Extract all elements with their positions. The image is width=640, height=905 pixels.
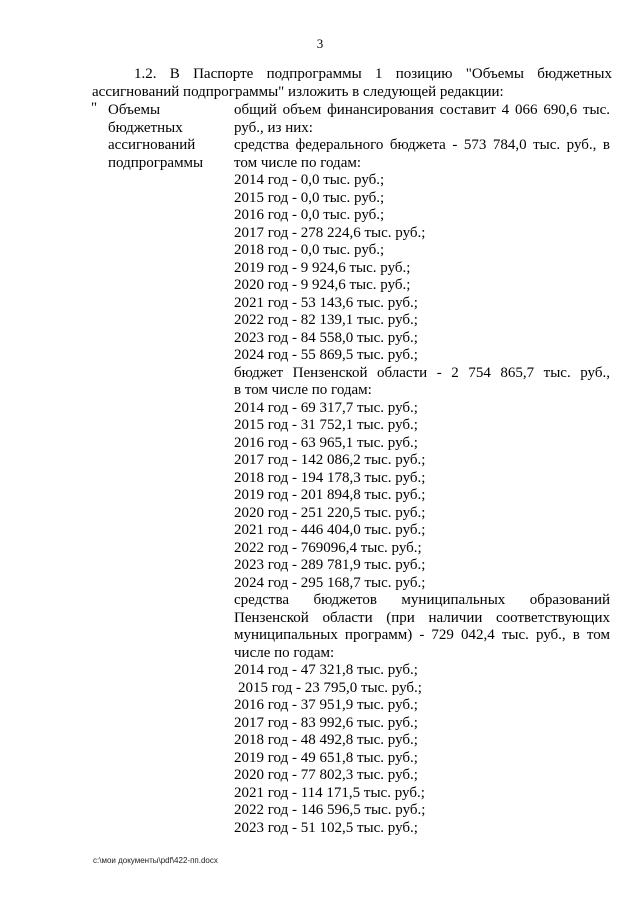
funding-line: 2014 год - 69 317,7 тыс. руб.;	[234, 399, 418, 416]
funding-line: руб., из них:	[234, 119, 313, 136]
funding-line: 2016 год - 63 965,1 тыс. руб.;	[234, 434, 418, 451]
funding-line: муниципальных программ) - 729 042,4 тыс. руб., в том	[234, 627, 610, 643]
funding-line: 2023 год - 84 558,0 тыс. руб.;	[234, 329, 418, 346]
funding-line: 2018 год - 48 492,8 тыс. руб.;	[234, 732, 418, 748]
label-line-4: подпрограммы	[108, 154, 204, 171]
position-label	[108, 102, 226, 172]
funding-line: 2024 год - 55 869,5 тыс. руб.;	[234, 347, 418, 363]
funding-line: 2019 год - 201 894,8 тыс. руб.;	[234, 487, 426, 503]
funding-line: 2018 год - 194 178,3 тыс. руб.;	[234, 469, 426, 486]
funding-line: 2019 год - 49 651,8 тыс. руб.;	[234, 749, 418, 766]
file-path-footer: c:\мои документы\pdf\422-пп.docx	[93, 856, 218, 865]
funding-line: 2016 год - 37 951,9 тыс. руб.;	[234, 697, 418, 713]
funding-line: 2019 год - 9 924,6 тыс. руб.;	[234, 259, 411, 276]
funding-line: 2022 год - 769096,4 тыс. руб.;	[234, 539, 422, 556]
funding-line: 2015 год - 31 752,1 тыс. руб.;	[234, 417, 418, 433]
funding-line: 2023 год - 289 781,9 тыс. руб.;	[234, 557, 426, 573]
funding-line: 2024 год - 295 168,7 тыс. руб.;	[234, 574, 426, 591]
funding-line: 2014 год - 47 321,8 тыс. руб.;	[234, 662, 418, 678]
funding-line: 2014 год - 0,0 тыс. руб.;	[234, 172, 385, 188]
page-number: 3	[316, 36, 324, 51]
funding-line: 2016 год - 0,0 тыс. руб.;	[234, 207, 385, 223]
funding-line: числе по годам:	[234, 644, 335, 661]
intro-line-2: ассигнований подпрограммы" изложить в следующей редакции:	[92, 83, 504, 100]
funding-line: бюджет Пензенской области - 2 754 865,7 тыс. руб.,	[234, 364, 610, 381]
funding-line: том числе по годам:	[234, 154, 362, 171]
funding-line: 2021 год - 114 171,5 тыс. руб.;	[234, 784, 425, 801]
funding-line: 2020 год - 77 802,3 тыс. руб.;	[234, 767, 418, 783]
funding-line: 2023 год - 51 102,5 тыс. руб.;	[234, 819, 418, 836]
funding-line: 2017 год - 278 224,6 тыс. руб.;	[234, 224, 426, 241]
label-line-3: ассигнований	[108, 137, 196, 153]
funding-line: средства федерального бюджета - 573 784,0 тыс. руб., в	[234, 137, 610, 153]
funding-line: в том числе по годам:	[234, 382, 372, 398]
open-quote-mark: "	[91, 100, 98, 116]
intro-paragraph	[92, 66, 612, 101]
funding-line: 2021 год - 53 143,6 тыс. руб.;	[234, 294, 418, 311]
funding-line: 2015 год - 23 795,0 тыс. руб.;	[238, 679, 422, 696]
funding-line: 2020 год - 251 220,5 тыс. руб.;	[234, 504, 426, 521]
funding-line: 2020 год - 9 924,6 тыс. руб.;	[234, 277, 411, 293]
funding-details	[234, 102, 610, 837]
funding-line: Пензенской области (при наличии соответствующих	[234, 609, 610, 626]
intro-line-1: 1.2. В Паспорте подпрограммы 1 позицию "Объемы бюджетных	[134, 66, 612, 82]
funding-line: 2015 год - 0,0 тыс. руб.;	[234, 189, 385, 206]
funding-line: средства бюджетов муниципальных образований	[234, 592, 610, 608]
funding-line: 2017 год - 83 992,6 тыс. руб.;	[234, 714, 418, 731]
funding-line: 2021 год - 446 404,0 тыс. руб.;	[234, 522, 426, 538]
funding-line: 2022 год - 146 596,5 тыс. руб.;	[234, 802, 426, 818]
label-line-1: Объемы	[108, 102, 161, 118]
funding-line: 2018 год - 0,0 тыс. руб.;	[234, 242, 385, 258]
funding-line: общий объем финансирования составит 4 066 690,6 тыс.	[234, 102, 610, 118]
funding-line: 2017 год - 142 086,2 тыс. руб.;	[234, 452, 426, 468]
funding-line: 2022 год - 82 139,1 тыс. руб.;	[234, 312, 418, 328]
label-line-2: бюджетных	[108, 119, 183, 136]
